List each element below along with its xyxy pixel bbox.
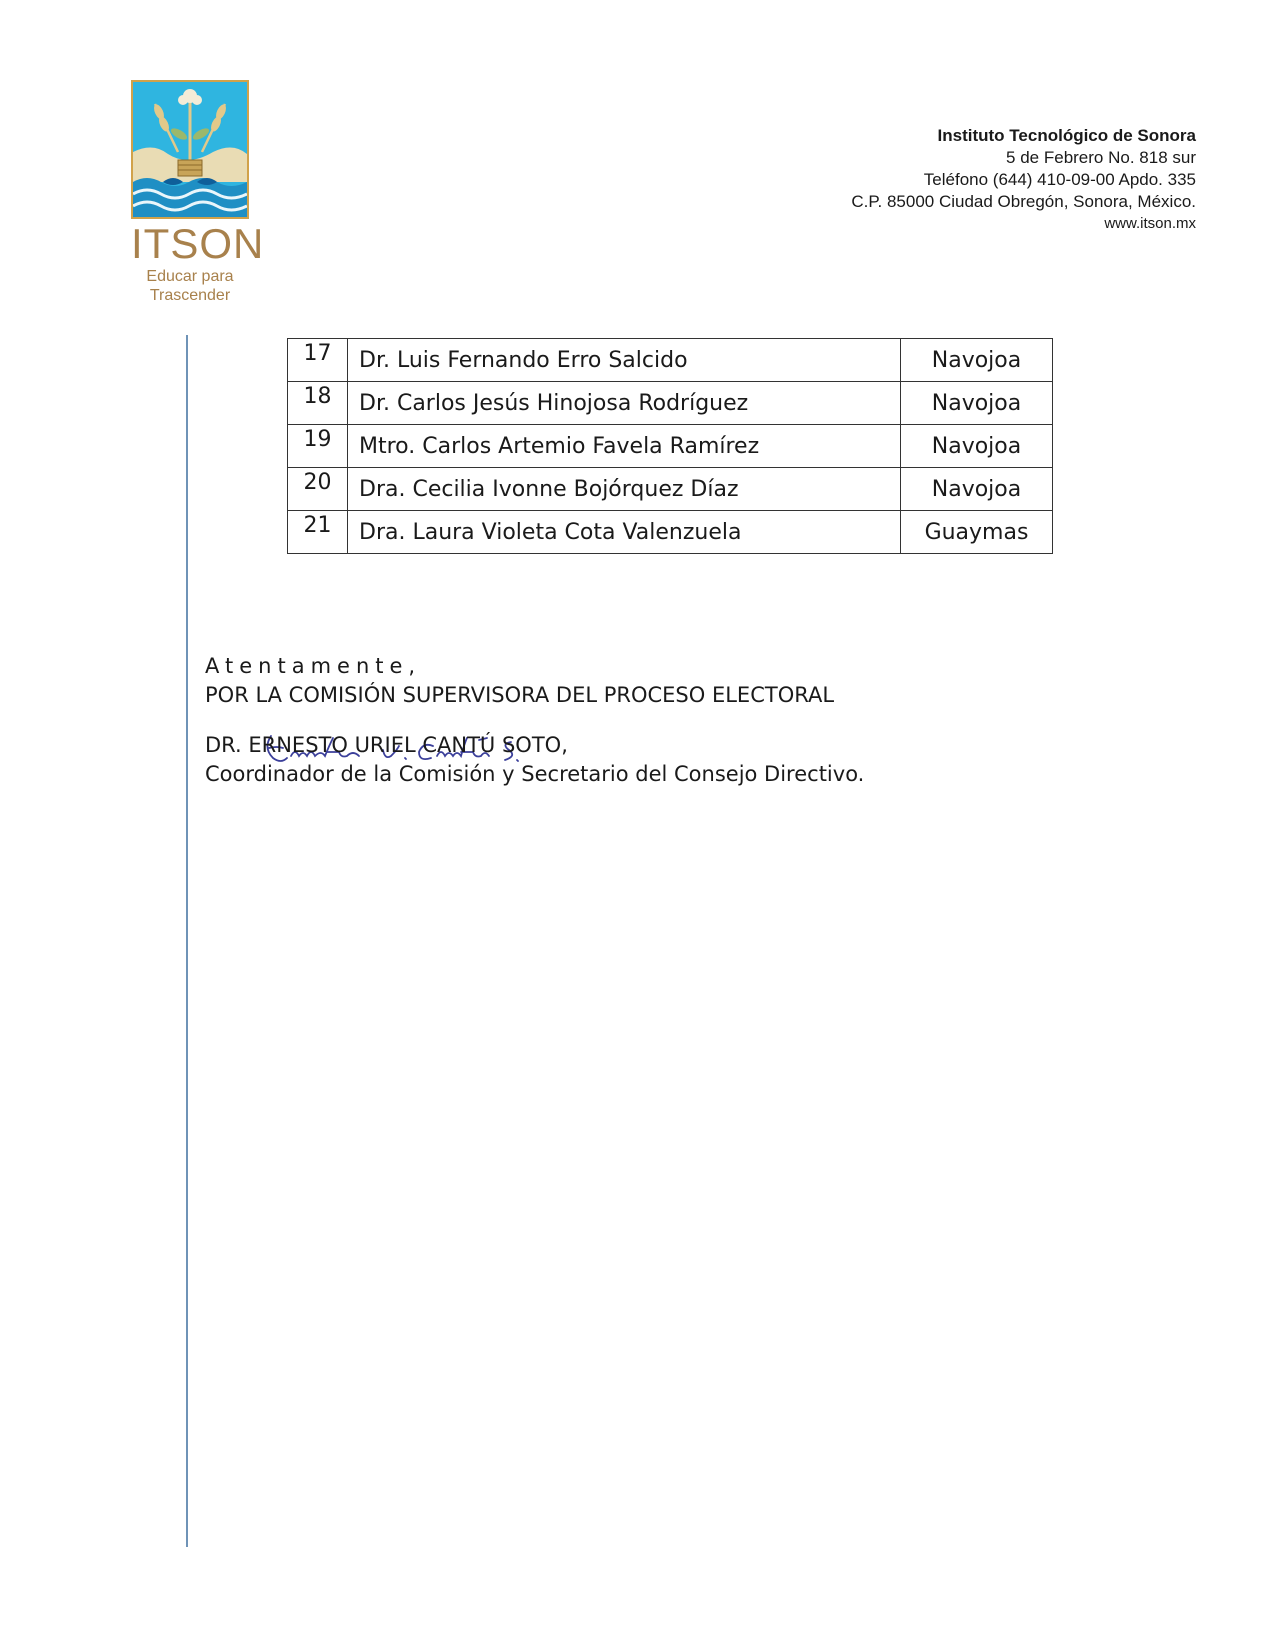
address-street: 5 de Febrero No. 818 sur (1006, 148, 1196, 167)
itson-logo (131, 80, 265, 305)
logo-tagline-line1: Educar para (146, 268, 234, 285)
institution-name: Instituto Tecnológico de Sonora (937, 126, 1196, 145)
table-row (288, 511, 1053, 554)
member-campus: Navojoa (901, 339, 1053, 382)
members-table-body (288, 339, 1053, 554)
logo-tagline-line2: Trascender (149, 287, 231, 304)
table-row (288, 382, 1053, 425)
address-city: C.P. 85000 Ciudad Obregón, Sonora, México. (851, 192, 1196, 211)
institution-address (851, 125, 1196, 235)
table-row (288, 425, 1053, 468)
members-table (287, 338, 1053, 554)
itson-emblem-icon (131, 80, 249, 219)
row-number: 17 (288, 339, 348, 382)
row-number: 20 (288, 468, 348, 511)
logo-tagline (131, 267, 249, 305)
member-name: Mtro. Carlos Artemio Favela Ramírez (348, 425, 901, 468)
member-campus: Navojoa (901, 468, 1053, 511)
row-number: 19 (288, 425, 348, 468)
member-campus: Navojoa (901, 425, 1053, 468)
row-number: 18 (288, 382, 348, 425)
member-name: Dr. Carlos Jesús Hinojosa Rodríguez (348, 382, 901, 425)
signatory-name: DR. ERNESTO URIEL CANTÚ SOTO, (205, 733, 568, 757)
salutation: Atentamente, (205, 654, 422, 678)
member-name: Dra. Laura Violeta Cota Valenzuela (348, 511, 901, 554)
table-row (288, 339, 1053, 382)
website-link[interactable]: www.itson.mx (1104, 215, 1196, 232)
row-number: 21 (288, 511, 348, 554)
committee-name: POR LA COMISIÓN SUPERVISORA DEL PROCESO ELECTORAL (205, 683, 835, 707)
signatory-title: Coordinador de la Comisión y Secretario del Consejo Directivo. (205, 762, 865, 786)
table-row (288, 468, 1053, 511)
signatory-block (205, 731, 864, 789)
closing-block (205, 652, 834, 710)
logo-wordmark: ITSON (131, 220, 265, 267)
member-name: Dr. Luis Fernando Erro Salcido (348, 339, 901, 382)
margin-rule (186, 335, 188, 1547)
address-phone: Teléfono (644) 410-09-00 Apdo. 335 (923, 170, 1196, 189)
member-name: Dra. Cecilia Ivonne Bojórquez Díaz (348, 468, 901, 511)
member-campus: Navojoa (901, 382, 1053, 425)
member-campus: Guaymas (901, 511, 1053, 554)
